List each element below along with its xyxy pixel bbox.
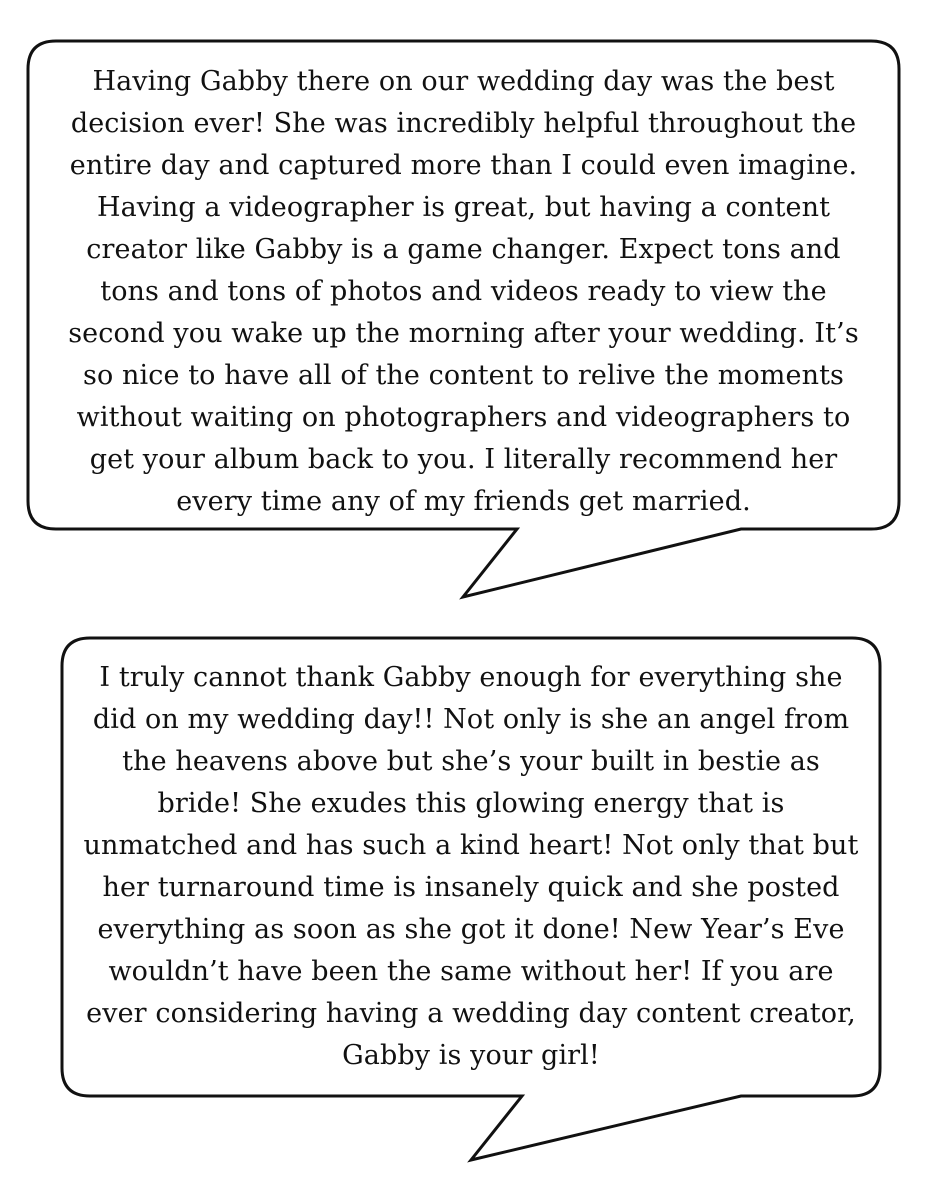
testimonial-2-line: Gabby is your girl! (342, 1040, 600, 1071)
testimonial-2-line: everything as soon as she got it done! New Year’s Eve (97, 914, 845, 945)
testimonial-2-line: her turnaround time is insanely quick and she posted (102, 872, 840, 903)
testimonial-1-line: every time any of my friends get married. (176, 486, 751, 517)
testimonial-2-line: the heavens above but she’s your built in bestie as (122, 746, 820, 777)
testimonial-2-line: bride! She exudes this glowing energy that is (157, 788, 785, 819)
testimonial-2-text (64, 657, 878, 1077)
testimonial-2-line: I truly cannot thank Gabby enough for everything she (99, 662, 843, 693)
testimonial-1-line: Having Gabby there on our wedding day was the best (92, 66, 835, 97)
testimonial-1-line: Having a videographer is great, but having a content (96, 192, 831, 223)
testimonial-2-line: ever considering having a wedding day content creator, (86, 998, 856, 1029)
testimonial-2-line: unmatched and has such a kind heart! Not only that but (83, 830, 859, 861)
testimonial-1-line: get your album back to you. I literally recommend her (89, 444, 838, 475)
testimonial-1-line: creator like Gabby is a game changer. Expect tons and (86, 234, 841, 265)
testimonial-1-line: second you wake up the morning after your wedding. It’s (68, 318, 859, 349)
testimonial-2-line: wouldn’t have been the same without her! If you are (108, 956, 834, 987)
testimonial-1-line: decision ever! She was incredibly helpful throughout the (70, 108, 857, 139)
testimonial-1-text (30, 61, 897, 523)
testimonial-1-line: without waiting on photographers and videographers to (76, 402, 851, 433)
testimonial-1-line: so nice to have all of the content to relive the moments (83, 360, 844, 391)
testimonial-1-line: tons and tons of photos and videos ready to view the (100, 276, 827, 307)
testimonial-2-line: did on my wedding day!! Not only is she an angel from (92, 704, 850, 735)
testimonial-1-line: entire day and captured more than I could even imagine. (69, 150, 858, 181)
